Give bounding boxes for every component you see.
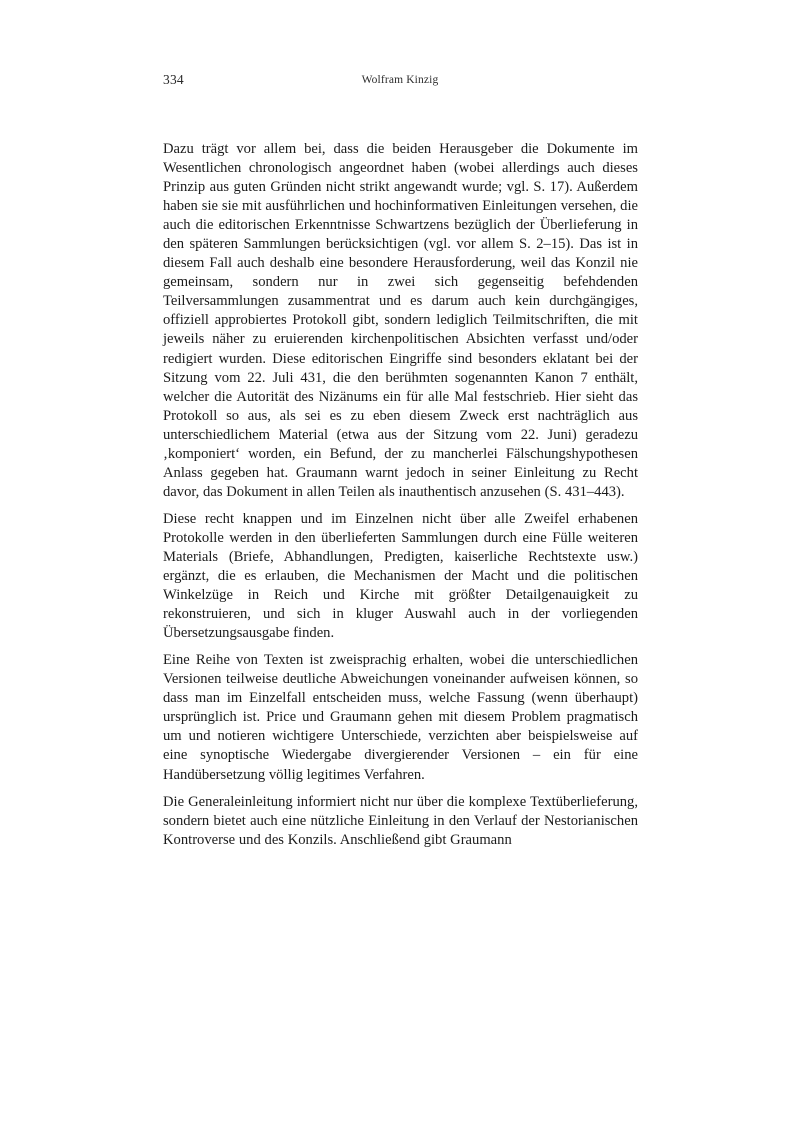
body-paragraph: Dazu trägt vor allem bei, dass die beiden Herausgeber die Dokumente im Wesentlichen chronologisch angeordnet haben (wobei allerdings auch dieses Prinzip aus guten Gründen nicht strikt angewandt wurde; vgl. S. 17). Außerdem haben sie sie mit ausführlichen und hochinformativen Einleitungen versehen, die auch die editorischen Erkenntnisse Schwartzens bezüglich der Überlieferung in den späteren Sammlungen berücksichtigen (vgl. vor allem S. 2–15). Das ist in diesem Fall auch deshalb eine besondere Herausforderung, weil das Konzil nie gemeinsam, sondern nur in zwei sich gegenseitig befehdenden Teilversammlungen zusammentrat und es darum auch kein durchgängiges, offiziell approbiertes Protokoll gibt, sondern lediglich Teilmitschriften, die mit jeweils näher zu eruierenden kirchenpolitischen Absichten verfasst und/oder redigiert wurden. Diese editorischen Eingriffe sind besonders eklatant bei der Sitzung vom 22. Juli 431, die den berühmten sogenannten Kanon 7 enthält, welcher die Autorität des Nizänums ein für alle Mal festschrieb. Hier sieht das Protokoll so aus, als sei es zu eben diesem Zweck erst nachträglich aus unterschiedlichem Material (etwa aus der Sitzung vom 22. Juni) geradezu ‚komponiert‘ worden, ein Befund, der zu mancherlei Fälschungshypothesen Anlass gegeben hat. Graumann warnt jedoch in seiner Einleitung zu Recht davor, das Dokument in allen Teilen als inauthentisch anzusehen (S. 431–443). — [163, 141, 638, 500]
page-header — [163, 72, 637, 88]
page-number: 334 — [163, 72, 184, 87]
body-text-block — [163, 140, 638, 850]
body-paragraph: Die Generaleinleitung informiert nicht nur über die komplexe Textüberlieferung, sondern bietet auch eine nützliche Einleitung in den Verlauf der Nestorianischen Kontroverse und des Konzils. Anschließend gibt Graumann — [163, 793, 638, 848]
running-head-title: Wolfram Kinzig — [361, 74, 439, 86]
body-paragraph: Diese recht knappen und im Einzelnen nicht über alle Zweifel erhabenen Protokolle werden in den überlieferten Sammlungen durch eine Fülle weiteren Materials (Briefe, Abhandlungen, Predigten, kaiserliche Rechtstexte usw.) ergänzt, die es erlauben, die Mechanismen der Macht und die politischen Winkelzüge in Reich und Kirche mit größter Detailgenauigkeit zu rekonstruieren, und sich in kluger Auswahl auch in der vorliegenden Übersetzungsausgabe finden. — [163, 510, 638, 642]
body-paragraph: Eine Reihe von Texten ist zweisprachig erhalten, wobei die unterschiedlichen Versionen teilweise deutliche Abweichungen voneinander aufweisen können, so dass man im Einzelfall entscheiden muss, welche Fassung (wenn überhaupt) ursprünglich ist. Price und Graumann gehen mit diesem Problem pragmatisch um und notieren wichtigere Unterschiede, verzichten aber beispielsweise auf eine synoptische Wiedergabe divergierender Versionen – ein für eine Handübersetzung völlig legitimes Verfahren. — [163, 652, 638, 783]
